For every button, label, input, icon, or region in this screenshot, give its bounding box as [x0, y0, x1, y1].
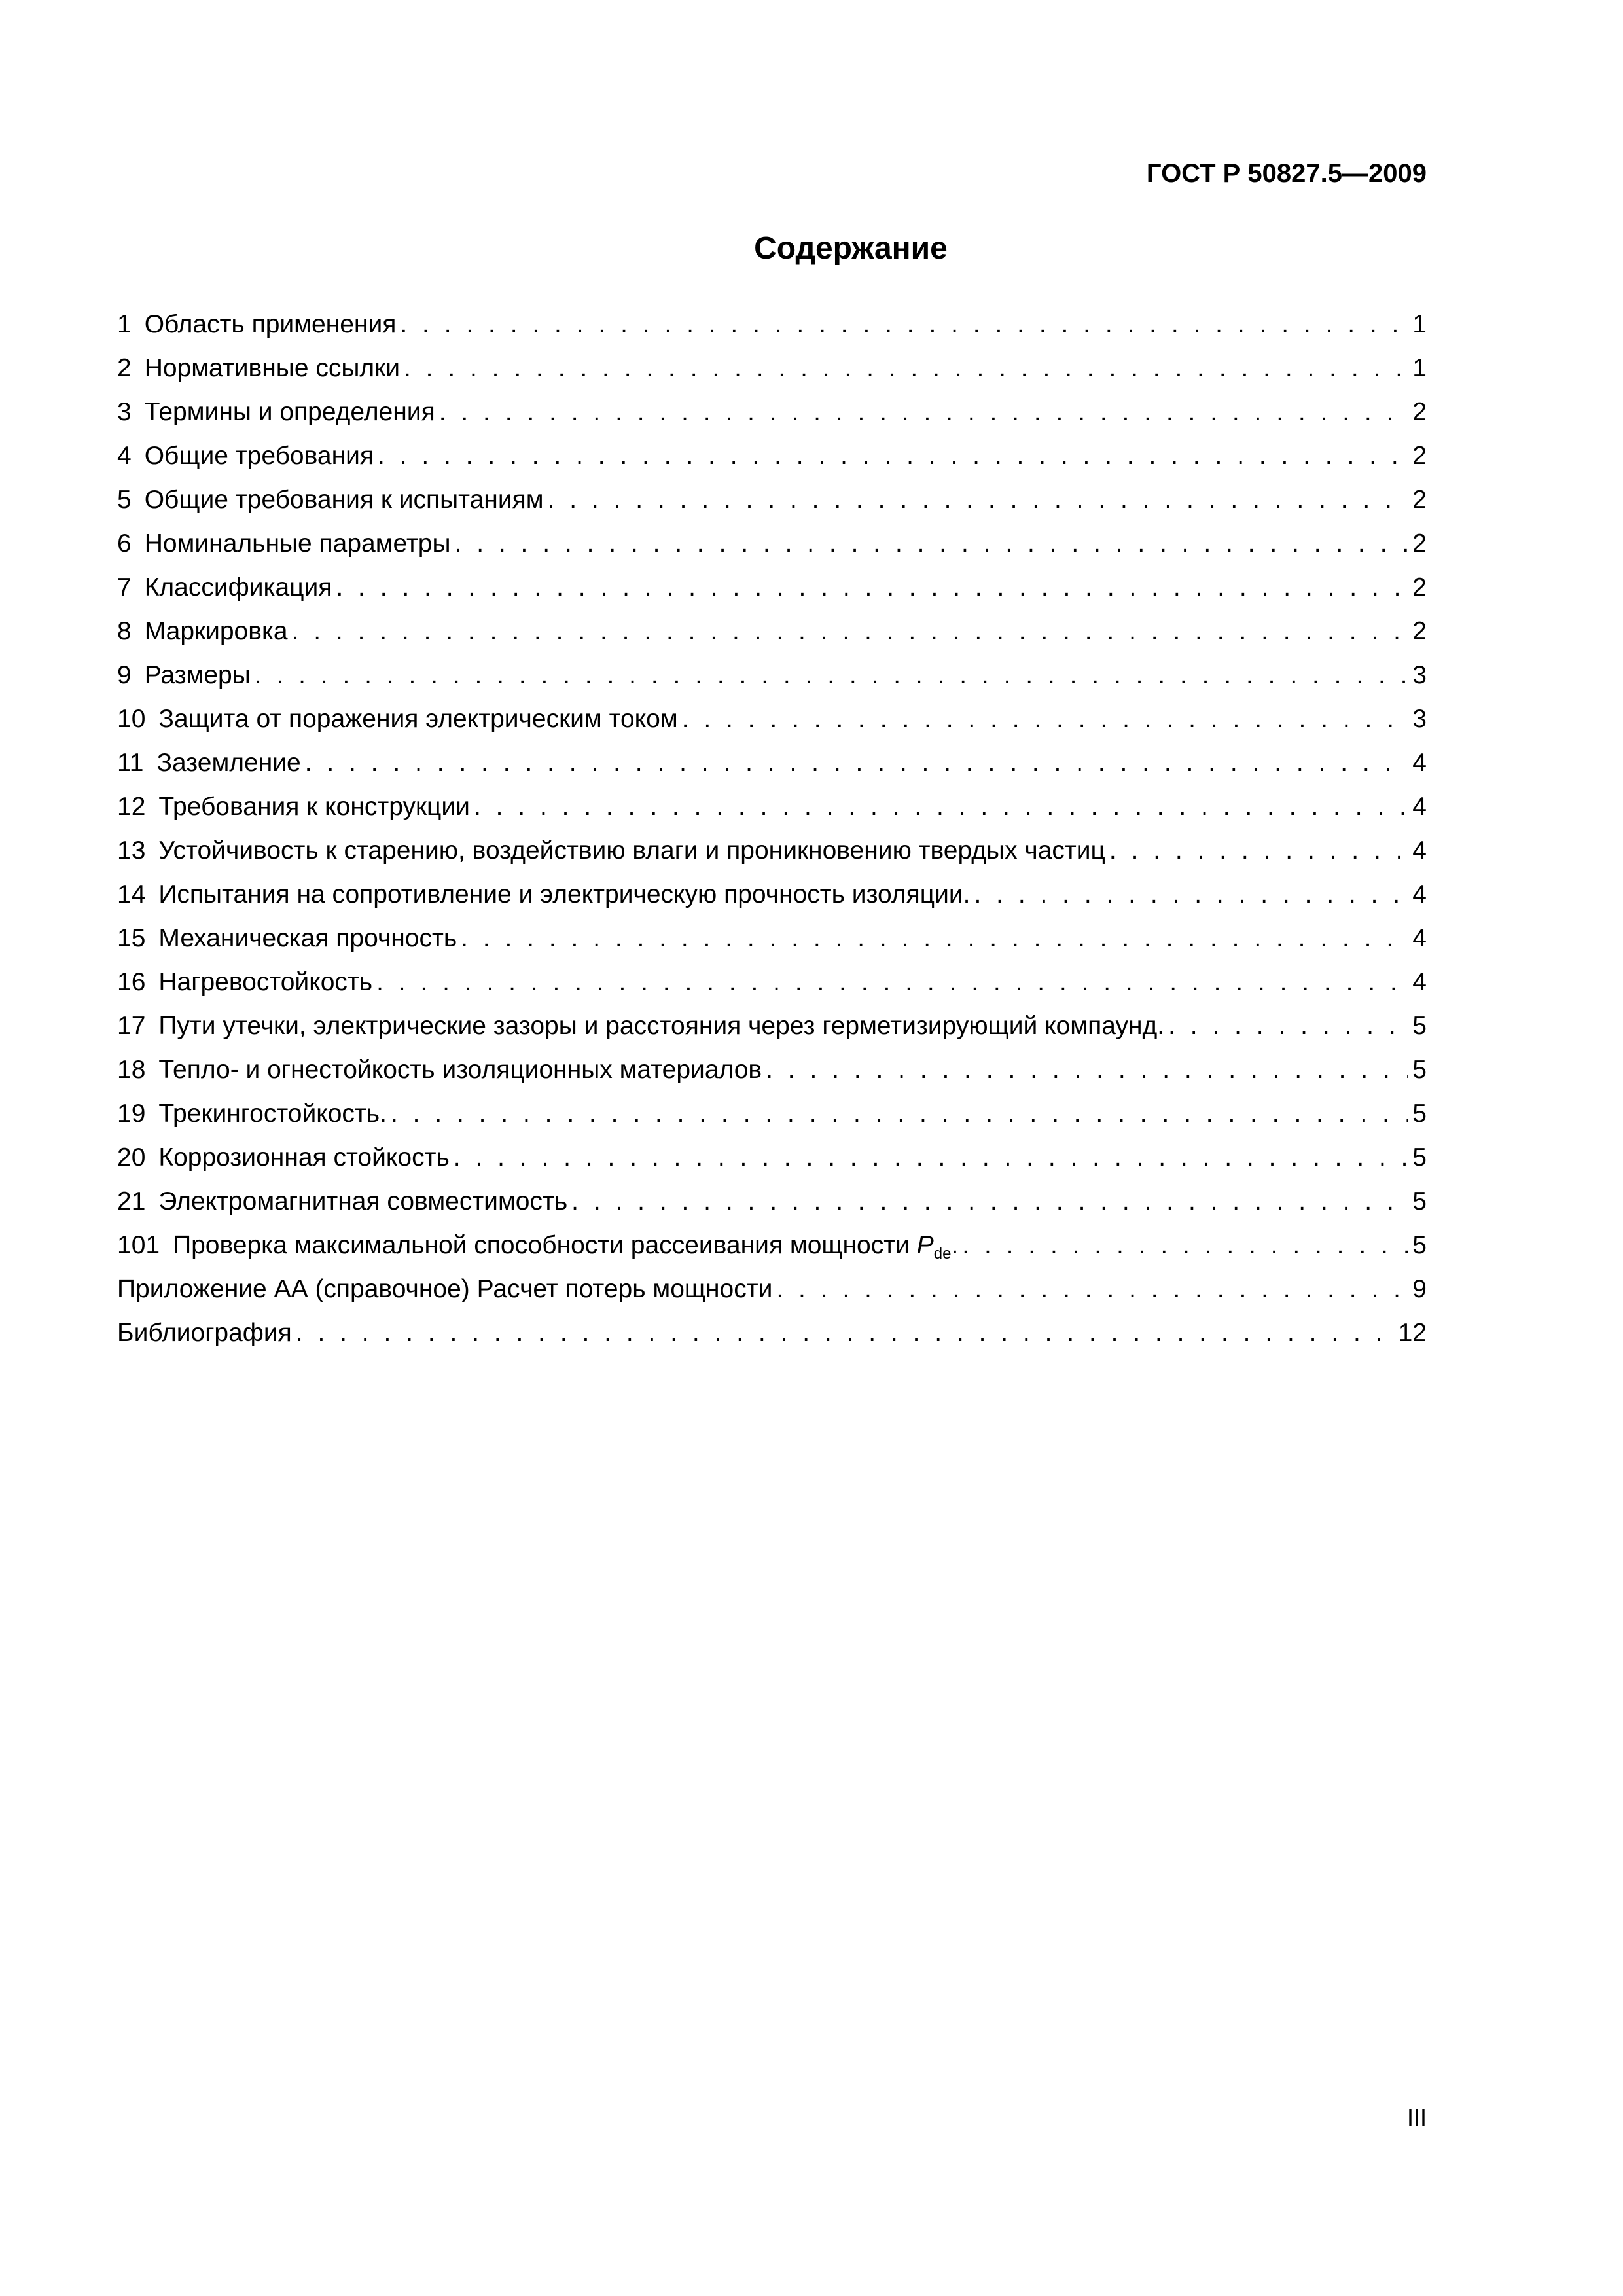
toc-entry-page: 4: [1412, 793, 1427, 821]
toc-entry-page: 2: [1412, 486, 1427, 514]
toc-entry-label: [117, 486, 544, 514]
table-of-contents: [117, 310, 1427, 1363]
toc-entry-number: 14: [117, 880, 146, 908]
toc-entry[interactable]: [117, 1231, 1427, 1275]
toc-entry[interactable]: [117, 924, 1427, 968]
toc-leader-dots: [454, 1143, 1409, 1172]
toc-entry-label: [117, 354, 400, 383]
toc-entry-title: Нагревостойкость: [158, 968, 373, 996]
toc-entry-number: 7: [117, 573, 132, 601]
toc-leader-dots: [404, 354, 1408, 383]
toc-entry-label: [117, 924, 457, 953]
toc-entry-page: 1: [1412, 310, 1427, 338]
toc-leader-dots: [376, 968, 1408, 997]
toc-entry-number: 15: [117, 924, 146, 952]
toc-entry-title: Номинальные параметры: [144, 529, 451, 558]
toc-entry-title: Термины и определения: [144, 398, 435, 426]
toc-leader-dots: [766, 1056, 1408, 1085]
toc-entry-page: 3: [1412, 661, 1427, 689]
toc-entry-page: 4: [1412, 880, 1427, 908]
toc-leader-dots: [1109, 836, 1408, 865]
toc-entry-number: 10: [117, 705, 146, 733]
toc-entry-number: 12: [117, 793, 146, 821]
toc-entry-number: 101: [117, 1231, 160, 1259]
toc-entry-page: 5: [1412, 1100, 1427, 1128]
toc-entry[interactable]: [117, 1056, 1427, 1100]
toc-entry-number: 5: [117, 486, 132, 514]
toc-entry[interactable]: [117, 1012, 1427, 1056]
toc-entry-title: Электромагнитная совместимость: [158, 1187, 568, 1215]
toc-entry[interactable]: [117, 486, 1427, 529]
toc-leader-dots: [391, 1100, 1408, 1128]
toc-entry-title: Нормативные ссылки: [144, 354, 400, 382]
toc-entry-label: [117, 749, 301, 778]
toc-leader-dots: [455, 529, 1409, 558]
toc-entry-label: [117, 836, 1105, 865]
toc-entry-label: [117, 1100, 387, 1128]
toc-entry[interactable]: [117, 1143, 1427, 1187]
toc-entry-title: Библиография: [117, 1319, 292, 1347]
toc-entry-page: 4: [1412, 924, 1427, 952]
toc-entry-number: 3: [117, 398, 132, 426]
toc-entry-page: 12: [1398, 1319, 1427, 1347]
toc-entry[interactable]: [117, 1187, 1427, 1231]
toc-entry-title: Испытания на сопротивление и электрическую прочность изоляции.: [158, 880, 971, 908]
toc-entry-title: Механическая прочность: [158, 924, 457, 952]
toc-leader-dots: [292, 617, 1409, 646]
toc-entry-title: Заземление: [156, 749, 301, 777]
toc-leader-dots: [305, 749, 1409, 778]
toc-entry-label: [117, 573, 332, 602]
toc-entry-label: [117, 661, 251, 690]
toc-entry-number: 6: [117, 529, 132, 558]
toc-entry-label: [117, 1231, 958, 1263]
toc-entry-page: 2: [1412, 442, 1427, 470]
toc-entry-page: 4: [1412, 968, 1427, 996]
toc-entry-title: Общие требования к испытаниям: [144, 486, 544, 514]
toc-entry-number: 21: [117, 1187, 146, 1215]
toc-entry-number: 4: [117, 442, 132, 470]
toc-entry-number: 1: [117, 310, 132, 338]
toc-leader-dots: [571, 1187, 1408, 1216]
toc-leader-dots: [548, 486, 1409, 514]
toc-entry-page: 5: [1412, 1231, 1427, 1259]
toc-leader-dots: [474, 793, 1408, 821]
toc-entry-page: 1: [1412, 354, 1427, 382]
toc-entry-number: 16: [117, 968, 146, 996]
document-number: ГОСТ Р 50827.5—2009: [1146, 159, 1427, 188]
toc-entry[interactable]: [117, 398, 1427, 442]
toc-entry-label: [117, 1187, 567, 1216]
toc-entry-number: 9: [117, 661, 132, 689]
toc-leader-dots: [378, 442, 1408, 471]
toc-entry-title: Маркировка: [144, 617, 288, 645]
toc-entry-page: 5: [1412, 1143, 1427, 1172]
toc-leader-dots: [400, 310, 1408, 339]
page-number: III: [1406, 2104, 1427, 2131]
toc-entry-number: 20: [117, 1143, 146, 1172]
toc-entry[interactable]: [117, 836, 1427, 880]
toc-leader-dots: [296, 1319, 1395, 1348]
toc-entry-number: 19: [117, 1100, 146, 1128]
toc-entry-suffix: .: [951, 1231, 959, 1259]
toc-leader-dots: [255, 661, 1409, 690]
toc-entry-label: [117, 1012, 1164, 1041]
toc-entry[interactable]: [117, 1319, 1427, 1363]
toc-entry-label: [117, 310, 396, 339]
toc-entry-page: 4: [1412, 749, 1427, 777]
toc-leader-dots: [682, 705, 1409, 734]
toc-entry-label: [117, 1143, 450, 1172]
toc-entry-label: [117, 398, 435, 427]
toc-entry[interactable]: [117, 310, 1427, 354]
toc-entry[interactable]: [117, 573, 1427, 617]
toc-entry[interactable]: [117, 442, 1427, 486]
toc-entry-page: 2: [1412, 573, 1427, 601]
toc-entry-title: Тепло- и огнестойкость изоляционных материалов: [158, 1056, 762, 1084]
toc-entry-page: 2: [1412, 398, 1427, 426]
toc-entry[interactable]: [117, 1275, 1427, 1319]
toc-entry-title: Проверка максимальной способности рассеивания мощности: [173, 1231, 910, 1259]
toc-leader-dots: [974, 880, 1409, 909]
toc-entry-title: Размеры: [144, 661, 251, 689]
toc-entry-label: [117, 968, 372, 997]
toc-entry-title: Пути утечки, электрические зазоры и расстояния через герметизирующий компаунд.: [158, 1012, 1165, 1040]
toc-entry[interactable]: [117, 705, 1427, 749]
toc-entry-label: [117, 1056, 762, 1085]
toc-entry-title: Область применения: [144, 310, 397, 338]
toc-entry[interactable]: [117, 968, 1427, 1012]
toc-entry-label: [117, 617, 288, 646]
toc-leader-dots: [461, 924, 1408, 953]
toc-entry-title: Приложение АА (справочное) Расчет потерь мощности: [117, 1275, 773, 1303]
toc-entry[interactable]: [117, 661, 1427, 705]
toc-entry-label: [117, 442, 374, 471]
toc-entry-number: 8: [117, 617, 132, 645]
toc-entry-page: 4: [1412, 836, 1427, 865]
toc-entry-number: 18: [117, 1056, 146, 1084]
toc-entry-page: 5: [1412, 1056, 1427, 1084]
toc-entry-title: Трекингостойкость.: [158, 1100, 387, 1128]
toc-entry-page: 2: [1412, 617, 1427, 645]
toc-entry-title: Требования к конструкции: [158, 793, 470, 821]
toc-entry[interactable]: [117, 793, 1427, 836]
toc-leader-dots: [439, 398, 1409, 427]
toc-entry-number: 11: [117, 749, 144, 777]
toc-entry-label: [117, 793, 470, 821]
toc-leader-dots: [1168, 1012, 1408, 1041]
toc-entry-title: Коррозионная стойкость: [158, 1143, 450, 1172]
toc-entry-page: 2: [1412, 529, 1427, 558]
toc-entry[interactable]: [117, 1100, 1427, 1143]
toc-entry-number: 17: [117, 1012, 146, 1040]
toc-leader-dots: [336, 573, 1408, 602]
toc-entry-page: 5: [1412, 1012, 1427, 1040]
toc-entry-number: 13: [117, 836, 146, 865]
toc-title: Содержание: [754, 231, 948, 266]
toc-entry-title: Классификация: [144, 573, 332, 601]
toc-entry-label: [117, 1275, 772, 1304]
toc-entry-label: [117, 1319, 292, 1348]
toc-entry-title: Защита от поражения электрическим током: [158, 705, 678, 733]
toc-leader-dots: [962, 1231, 1408, 1260]
toc-entry-page: 9: [1412, 1275, 1427, 1303]
toc-entry-page: 5: [1412, 1187, 1427, 1215]
toc-entry-page: 3: [1412, 705, 1427, 733]
toc-entry[interactable]: [117, 880, 1427, 924]
toc-entry-title: Общие требования: [144, 442, 374, 470]
toc-entry[interactable]: [117, 529, 1427, 573]
toc-entry-label: [117, 529, 451, 558]
toc-entry-symbol-subscript: de: [933, 1245, 952, 1263]
toc-leader-dots: [776, 1275, 1408, 1304]
toc-entry[interactable]: [117, 617, 1427, 661]
toc-entry-label: [117, 705, 678, 734]
toc-entry-title: Устойчивость к старению, воздействию влаги и проникновению твердых частиц: [158, 836, 1105, 865]
toc-entry[interactable]: [117, 354, 1427, 398]
toc-entry-symbol: P: [916, 1231, 934, 1259]
toc-entry-number: 2: [117, 354, 132, 382]
toc-entry[interactable]: [117, 749, 1427, 793]
toc-entry-label: [117, 880, 971, 909]
